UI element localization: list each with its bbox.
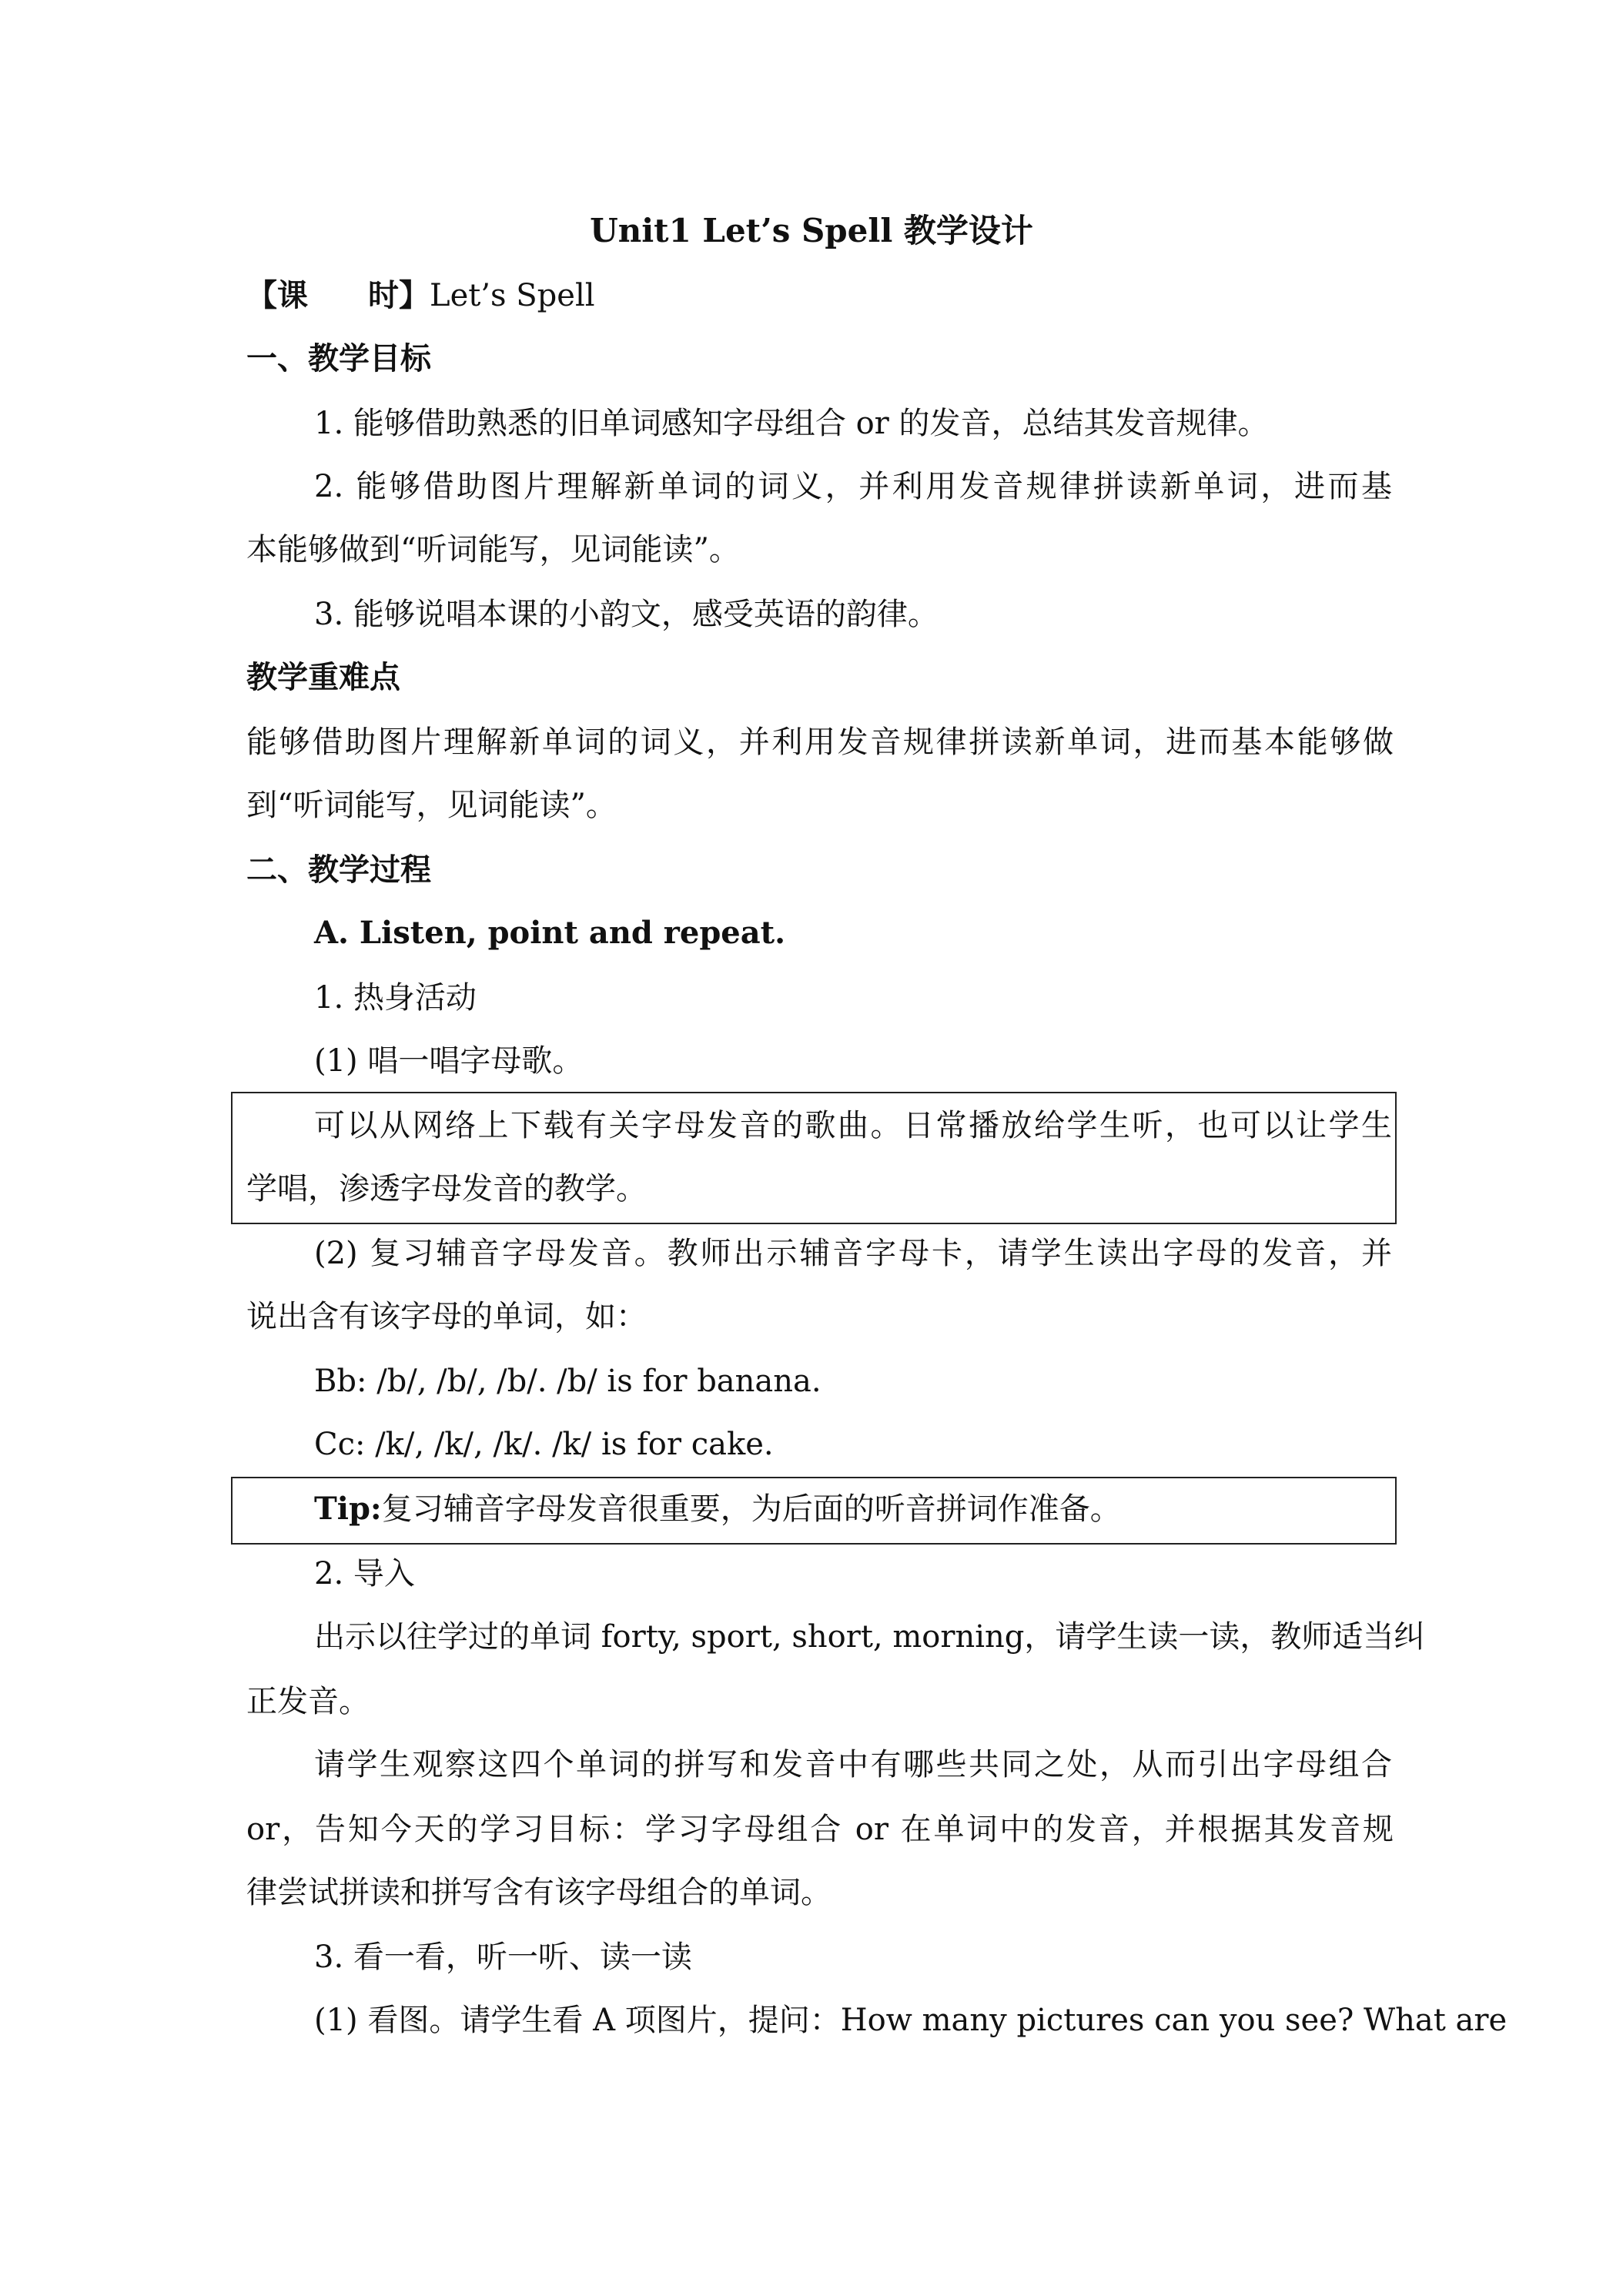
key-points-text: 能够借助图片理解新单词的词义，并利用发音规律拼读新单词，进而基本能够做: [246, 725, 1394, 760]
note-box-text: 可以从网络上下载有关字母发音的歌曲。日常播放给学生听，也可以让学生: [314, 1108, 1392, 1143]
document-title: Unit1 Let’s Spell 教学设计: [590, 212, 1033, 249]
step-3-item: (1) 看图。请学生看 A 项图片，提问：How many pictures can you see? What are: [314, 2003, 1508, 2038]
part-a-heading: A. Listen, point and repeat.: [314, 915, 786, 951]
objective-item: 1. 能够借助熟悉的旧单词感知字母组合 or 的发音，总结其发音规律。: [314, 406, 1269, 441]
objective-item: 3. 能够说唱本课的小韵文，感受英语的韵律。: [314, 597, 939, 632]
lesson-label-open: 【课: [246, 277, 308, 313]
example-line: Bb: /b/, /b/, /b/. /b/ is for banana.: [314, 1364, 822, 1399]
process-heading: 二、教学过程: [246, 852, 431, 888]
lesson-line: [246, 274, 1394, 317]
note-box-text: 学唱，渗透字母发音的教学。: [246, 1171, 647, 1207]
lesson-label-close: 时】: [368, 277, 430, 313]
warmup-step-2: (2) 复习辅音字母发音。教师出示辅音字母卡，请学生读出字母的发音，并: [314, 1236, 1392, 1271]
tip-text: 复习辅音字母发音很重要，为后面的听音拼词作准备。: [381, 1491, 1121, 1527]
objectives-heading: 一、教学目标: [246, 340, 431, 377]
lesson-value: Let’s Spell: [430, 278, 595, 313]
intro-paragraph: 律尝试拼读和拼写含有该字母组合的单词。: [246, 1875, 832, 1910]
tip-line: [314, 1488, 1392, 1531]
objective-item: 本能够做到“听词能写，见词能读”。: [246, 532, 740, 567]
intro-paragraph: 正发音。: [246, 1684, 370, 1719]
warmup-step-2: 说出含有该字母的单词，如：: [246, 1299, 647, 1334]
intro-paragraph: or，告知今天的学习目标：学习字母组合 or 在单词中的发音，并根据其发音规: [246, 1812, 1394, 1847]
warmup-heading: 1. 热身活动: [314, 980, 477, 1016]
step-3-heading: 3. 看一看，听一听、读一读: [314, 1940, 692, 1975]
key-points-text: 到“听词能写，见词能读”。: [246, 788, 617, 823]
key-points-heading: 教学重难点: [246, 659, 400, 695]
objective-item: 2. 能够借助图片理解新单词的词义，并利用发音规律拼读新单词，进而基: [314, 469, 1392, 504]
intro-paragraph: 请学生观察这四个单词的拼写和发音中有哪些共同之处，从而引出字母组合: [314, 1747, 1392, 1782]
intro-heading: 2. 导入: [314, 1556, 415, 1591]
example-line: Cc: /k/, /k/, /k/. /k/ is for cake.: [314, 1427, 774, 1462]
tip-label: Tip:: [314, 1491, 382, 1527]
intro-paragraph: 出示以往学过的单词 forty, sport, short, morning，请学生读一读，教师适当纠: [314, 1619, 1425, 1655]
warmup-step-1: (1) 唱一唱字母歌。: [314, 1043, 584, 1079]
